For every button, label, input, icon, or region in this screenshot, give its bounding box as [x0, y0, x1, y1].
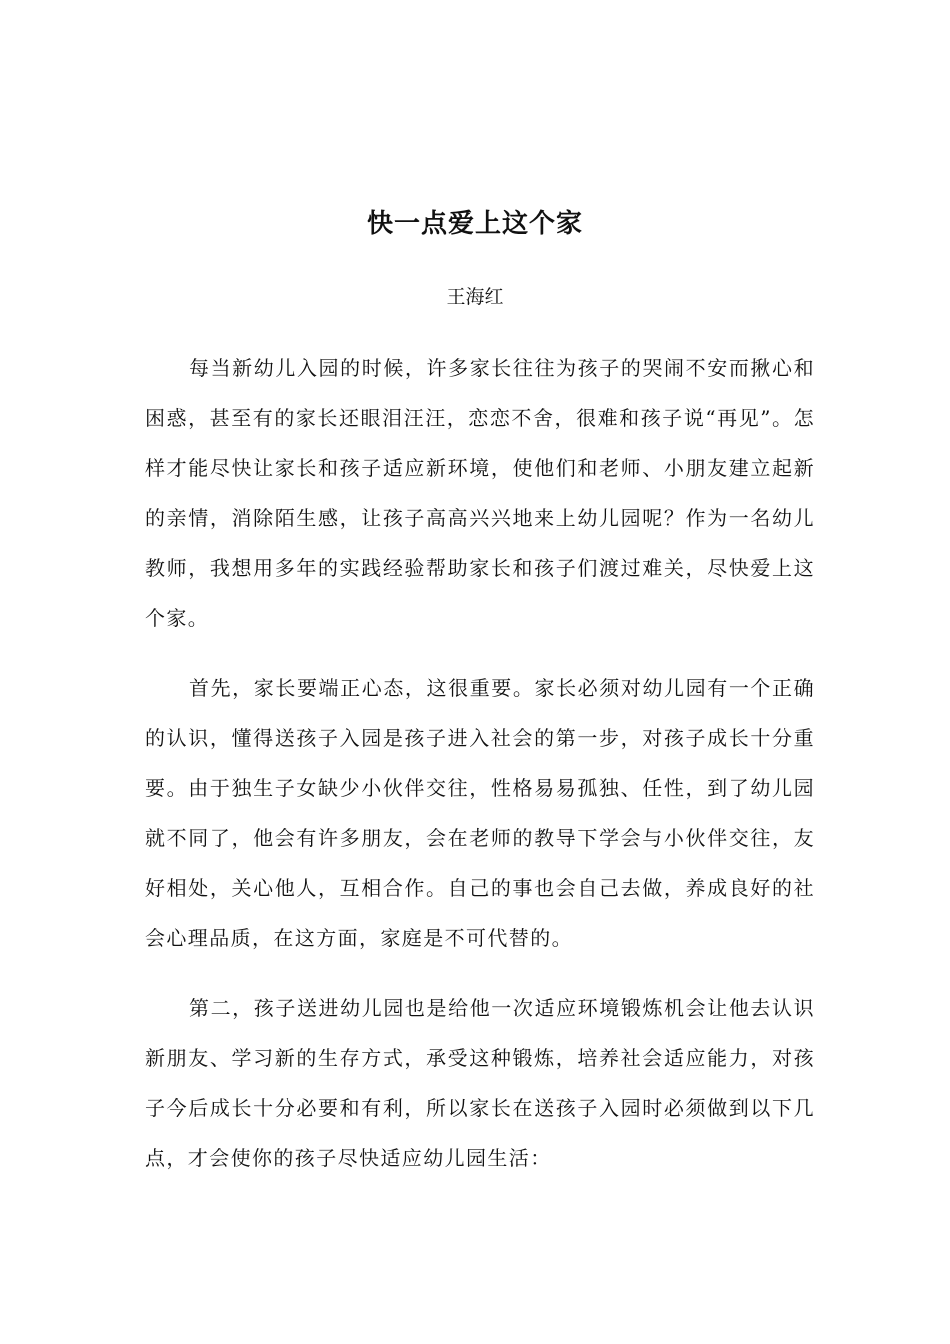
paragraph-second-point: 第二，孩子送进幼儿园也是给他一次适应环境锻炼机会让他去认识新朋友、学习新的生存方式，承受这种锻炼，培养社会适应能力，对孩子今后成长十分必要和有利，所以家长在送孩子入园时必须做到以下几点，才会使你的孩子尽快适应幼儿园生活： — [145, 996, 815, 1170]
document-title: 快一点爱上这个家 — [366, 209, 583, 239]
paragraph-first-point: 首先，家长要端正心态，这很重要。家长必须对幼儿园有一个正确的认识，懂得送孩子入园是孩子进入社会的第一步，对孩子成长十分重要。由于独生子女缺少小伙伴交往，性格易易孤独、任性，到了幼儿园就不同了，他会有许多朋友，会在老师的教导下学会与小伙伴交往，友好相处，关心他人，互相合作。自己的事也会自己去做，养成良好的社会心理品质，在这方面，家庭是不可代替的。 — [145, 676, 815, 950]
paragraph-intro: 每当新幼儿入园的时候，许多家长往往为孩子的哭闹不安而揪心和困惑，甚至有的家长还眼泪汪汪，恋恋不舍，很难和孩子说“再见”。怎样才能尽快让家长和孩子适应新环境，使他们和老师、小朋友建立起新的亲情，消除陌生感，让孩子高高兴兴地来上幼儿园呢？作为一名幼儿教师，我想用多年的实践经验帮助家长和孩子们渡过难关，尽快爱上这个家。 — [145, 356, 815, 630]
author-name: 王海红 — [446, 286, 504, 308]
